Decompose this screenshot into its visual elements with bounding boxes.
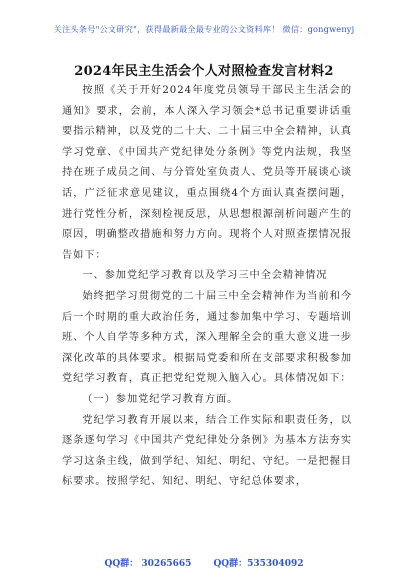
paragraph-intro: 按照《关于开好2024年度党员领导干部民主生活会的通知》要求，会前，本人深入学习领会*总书记重要讲话重要指示精神，以及党的二十大、二十届三中全会精神，认真学习党章、《中国共产党纪律处分条例》等党内法规，我坚持在班子成员之间、与分管处室负责人、党员等开展谈心谈话，广泛征求意见建议，重点围绕4个方面认真查摆问题，进行党性分析，深刻检视反思，从思想根源剖析问题产生的原因，明确整改措施和努力方向。现将个人对照查摆情况报告如下：: [62, 85, 352, 261]
paragraph-study: 始终把学习贯彻党的二十届三中全会精神作为当前和今后一个时期的重大政治任务，通过参加集中学习、专题培训班、个人自学等多种方式，深入理解全会的重大意义进一步深化改革的具体要求。根据局党委和所在支部要求积极参加党纪学习教育，真正把党纪党规入脑入心。具体情况如下：: [62, 290, 352, 385]
footer-qq-group-2: QQ群：535304092: [213, 559, 304, 569]
header-banner: 关注头条号"公文研究"，获得最新最全最专业的公文资料库！ 微信：gongwenyj: [53, 24, 355, 34]
paragraph-education: 党纪学习教育开展以来，结合工作实际和职责任务，以逐条逐句学习《中国共产党纪律处分条例》为基本方法夯实学习这条主线，做到学纪、知纪、明纪、守纪。一是把握目标要求。按照学纪、知纪、明纪、守纪总体要求，: [62, 414, 352, 488]
document-title: 2024年民主生活会个人对照检查发言材料2: [74, 64, 334, 79]
document-body: [62, 81, 352, 493]
subsection-heading: （一）参加党纪学习教育方面。: [82, 393, 239, 405]
section-heading: 一、参加党纪学习教育以及学习三中全会精神情况: [82, 270, 328, 282]
footer-qq-group-1: QQ群： 30265665: [104, 559, 192, 569]
footer-contact: [0, 556, 408, 569]
